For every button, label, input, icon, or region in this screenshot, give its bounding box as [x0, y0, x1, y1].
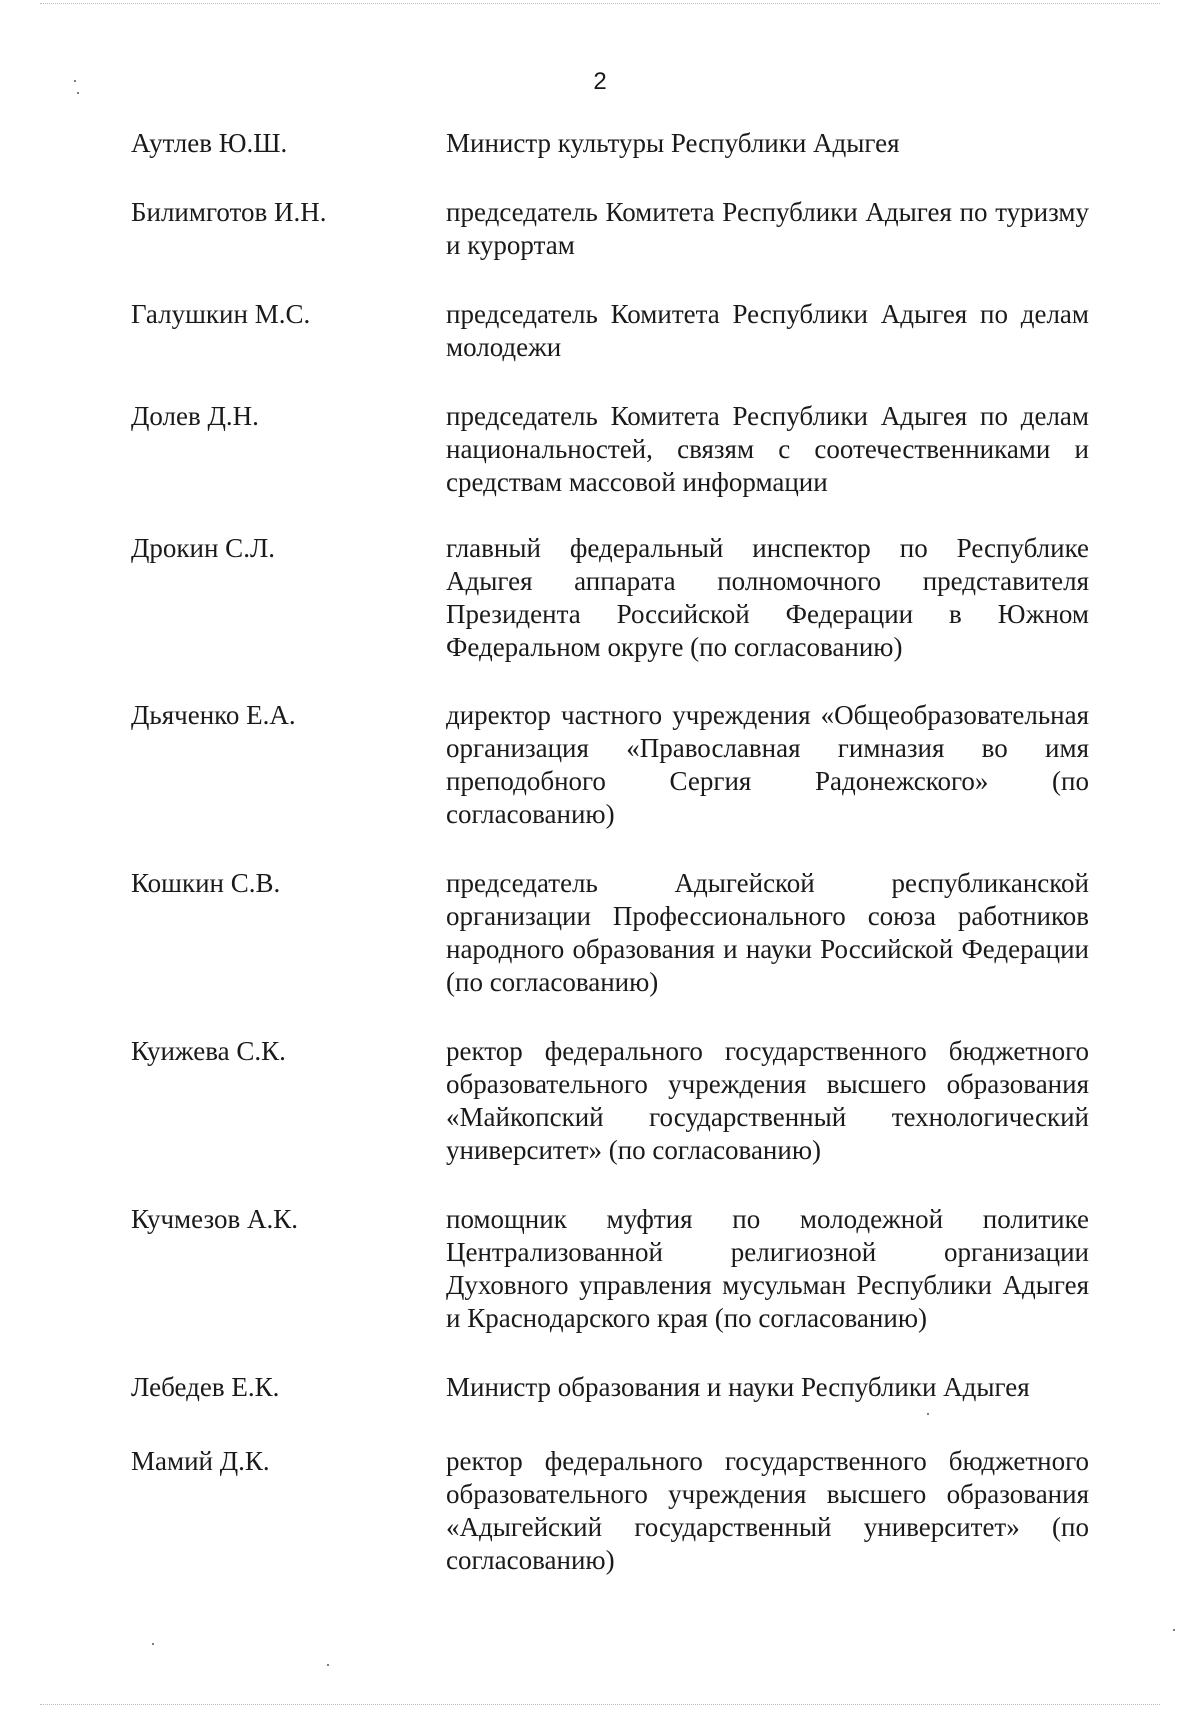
member-name: Мамий Д.К.: [131, 1446, 270, 1476]
member-name: Билимготов И.Н.: [131, 197, 327, 227]
member-role: директор частного учреждения «Общеобразовательная организация «Православная гимназия во имя преподобного Сергия Радонежского» (по согласованию): [446, 700, 1089, 829]
page-number: 2: [593, 68, 607, 95]
member-name: Лебедев Е.К.: [131, 1372, 280, 1402]
member-role: Министр образования и науки Республики Адыгея: [446, 1372, 1030, 1402]
member-name: Кучмезов А.К.: [131, 1204, 298, 1234]
member-name: Долев Д.Н.: [131, 401, 259, 431]
member-role: председатель Комитета Республики Адыгея по делам национальностей, связям с соотечественниками и средствам массовой информации: [446, 401, 1089, 497]
member-name: Куижева С.К.: [131, 1036, 286, 1066]
member-role: председатель Адыгейской республиканской организации Профессионального союза работников народного образования и науки Российской Федерации (по согласованию): [446, 868, 1089, 997]
member-role: Министр культуры Республики Адыгея: [446, 128, 900, 158]
member-name: Галушкин М.С.: [131, 299, 311, 329]
member-role: ректор федерального государственного бюджетного образовательного учреждения высшего образования «Майкопский государственный технологический университет» (по согласованию): [446, 1036, 1089, 1165]
member-name: Дьяченко Е.А.: [131, 700, 296, 730]
member-role: ректор федерального государственного бюджетного образовательного учреждения высшего образования «Адыгейский государственный университет» (по согласованию): [446, 1446, 1089, 1575]
member-name: Кошкин С.В.: [131, 868, 281, 898]
member-role: председатель Комитета Республики Адыгея по туризму и курортам: [446, 197, 1089, 260]
member-role: председатель Комитета Республики Адыгея по делам молодежи: [446, 299, 1089, 362]
member-role: главный федеральный инспектор по Республике Адыгея аппарата полномочного представителя Президента Российской Федерации в Южном Федеральном округе (по согласованию): [446, 533, 1089, 662]
member-role: помощник муфтия по молодежной политике Централизованной религиозной организации Духовного управления мусульман Республики Адыгея и Краснодарского края (по согласованию): [446, 1204, 1089, 1333]
member-name: Аутлев Ю.Ш.: [131, 128, 288, 158]
member-name: Дрокин С.Л.: [131, 533, 276, 563]
